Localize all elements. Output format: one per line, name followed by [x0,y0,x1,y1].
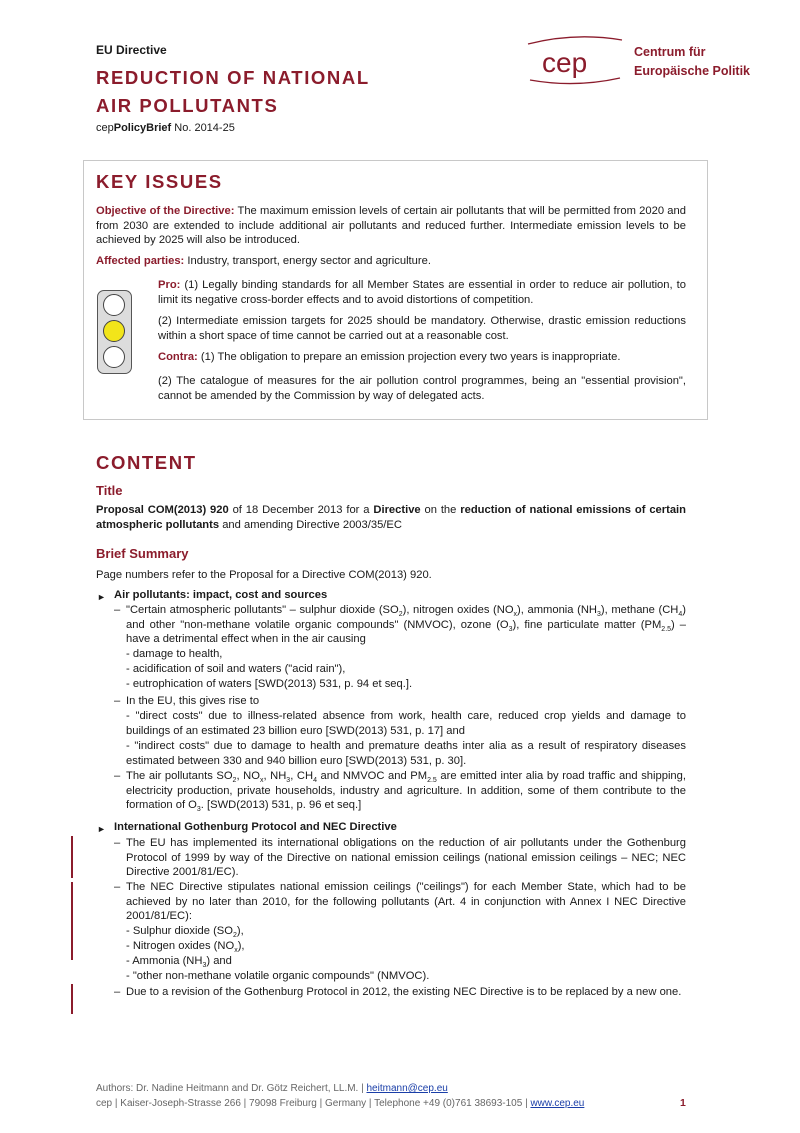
sub-2: 2 [232,932,237,940]
s1-d1-a: "Certain atmospheric pollutants" – sulphur dioxide (SO [126,604,399,616]
s2-item-3 [126,954,232,969]
document-type: EU Directive [96,43,167,57]
sub-2-5: 2.5 [661,625,672,633]
bullet-arrow-icon: ► [97,824,106,834]
s1-d3-a: The air pollutants SO [126,770,233,782]
s1-d3-c: , NH [263,770,287,782]
s2-dash-2: The NEC Directive stipulates national emission ceilings ("ceilings") for each Member State, which had to be achieved by no later than 2010, for the following pollutants (Art. 4 in conjunction with Annex I NEC Directive 2001/81/EC): [126,881,686,922]
s1-item-1: - damage to health, [126,648,223,660]
dash-marker: – [114,695,121,707]
s1-item-2: - acidification of soil and waters ("acid rain"), [126,663,346,675]
authors-text: Authors: Dr. Nadine Heitmann and Dr. Götz Reichert, LL.M. | [96,1083,367,1094]
s2-i3-b: ) and [206,955,232,967]
cep-logo-mark-icon [520,30,630,90]
brief-prefix: cep [96,122,114,134]
title-part-6: and amending Directive 2003/35/EC [219,518,402,531]
change-marker-bar [71,984,73,1014]
title-part-2: of 18 December 2013 for a [228,504,374,516]
dash-marker: – [114,837,121,849]
s1-item-5: - "indirect costs" due to damage to health and premature deaths inter alia as a result of respiratory diseases estimated between 330 and 940 billion euro [SWD(2013) 531, p. 30]. [126,740,686,767]
s1-dash-3 [126,769,686,813]
dash-marker: – [114,770,121,782]
section-2-heading: International Gothenburg Protocol and NEC Directive [114,821,397,833]
pro-paragraph-1 [158,278,686,307]
sub-3: 3 [596,611,601,619]
traffic-light-icon [97,290,132,374]
affected-paragraph [96,254,686,269]
pro-paragraph-2: (2) Intermediate emission targets for 2025 should be mandatory. Otherwise, drastic emission reductions within a short space of time cannot be carried out at a reasonable cost. [158,315,686,342]
key-issues-heading: KEY ISSUES [96,171,223,192]
sub-4: 4 [678,611,683,619]
s2-i1-b: ), [236,925,244,937]
email-link[interactable]: heitmann@cep.eu [366,1083,448,1094]
summary-note: Page numbers refer to the Proposal for a Directive COM(2013) 920. [96,569,432,581]
sub-x: x [259,777,264,785]
logo-name [634,43,750,81]
dash-marker: – [114,604,121,616]
traffic-light-bottom-lamp [103,346,125,368]
sub-2-5: 2.5 [427,777,437,785]
change-marker-bar [71,882,73,960]
brief-bold: PolicyBrief [113,122,172,134]
s2-i2-a: - Nitrogen oxides (NO [126,940,235,952]
objective-text: The maximum emission levels of certain air pollutants that will be permitted from 2020 and from 2030 are extended to include additional air pollutants and reduced further. Intermediate emission levels to be achieved by 2025 will also be introduced. [96,205,686,246]
address-text: cep | Kaiser-Joseph-Strasse 266 | 79098 Freiburg | Germany | Telephone +49 (0)761 38693-105 | [96,1098,531,1109]
change-marker-bar [71,836,73,878]
s1-d1-e: ) and other "non-methane volatile organic compounds" (NMVOC), ozone (O [126,604,686,631]
s2-dash-1: The EU has implemented its international obligations on the reduction of air pollutants under the Gothenburg Protocol of 1999 by way of the Directive on national emission ceilings (national emission ceilings – NEC; NEC Directive 2001/81/EC). [126,837,686,878]
s1-d3-g: . [SWD(2013) 531, p. 96 et seq.] [200,799,362,811]
traffic-light-middle-lamp [103,320,125,342]
s1-d1-c: ), ammonia (NH [517,604,597,616]
sub-3: 3 [508,625,513,633]
title-line-2: AIR POLLUTANTS [96,95,279,116]
s1-d1-d: ), methane (CH [600,604,679,616]
sub-3: 3 [196,806,201,814]
dash-marker: – [114,986,121,998]
s2-i1-a: - Sulphur dioxide (SO [126,925,233,937]
policy-brief-number [96,122,235,134]
contra-paragraph-2: (2) The catalogue of measures for the air pollution control programmes, being an "essential provision", cannot be amended by the Commission by way of delegated acts. [158,375,686,402]
sub-x: x [234,947,238,955]
s1-d3-f: are emitted inter alia by road traffic and shipping, electricity production, private households, industry and agriculture. In addition, some of them contribute to the formation of O [126,770,686,811]
footer-address [96,1098,584,1109]
title-part-1: Proposal COM(2013) 920 [96,504,229,516]
s2-i2-b: ), [237,940,245,952]
sub-2: 2 [398,611,403,619]
s2-item-4: - "other non-methane volatile organic compounds" (NMVOC). [126,970,430,982]
s1-item-4: - "direct costs" due to illness-related absence from work, health care, reduced crop yields and damage to buildings of an estimated 23 billion euro [SWD(2013) 531, p. 17] and [126,710,686,737]
logo-name-line-2: Europäische Politik [634,64,751,78]
s2-dash-3: Due to a revision of the Gothenburg Protocol in 2012, the existing NEC Directive is to be replaced by a new one. [126,986,682,998]
logo-mark-text: cep [542,47,588,78]
objective-label: Objective of the Directive: [96,205,235,217]
s1-item-3: - eutrophication of waters [SWD(2013) 531, p. 94 et seq.]. [126,678,413,690]
affected-label: Affected parties: [96,255,185,267]
document-title [96,64,370,120]
sub-3: 3 [286,777,291,785]
objective-paragraph [96,204,686,248]
s1-d1-b: ), nitrogen oxides (NO [402,604,514,616]
s1-d3-b: , NO [236,770,260,782]
content-heading: CONTENT [96,452,197,473]
sub-3: 3 [202,962,207,970]
sub-x: x [513,611,518,619]
title-paragraph [96,503,686,532]
sub-2: 2 [232,777,237,785]
brief-number: No. 2014-25 [171,122,235,134]
traffic-light-top-lamp [103,294,125,316]
title-part-5: reduction of national emissions of certain atmospheric pollutants [96,504,687,531]
dash-marker: – [114,881,121,893]
s2-item-2 [126,939,245,954]
logo-name-line-1: Centrum für [634,45,706,59]
contra-paragraph-1 [158,350,686,365]
title-part-3: Directive [373,504,421,516]
s1-d3-e: and NMVOC and PM [316,770,428,782]
sub-4: 4 [313,777,317,785]
pro-label: Pro: [158,279,181,291]
contra-label: Contra: [158,351,198,363]
s2-i3-a: - Ammonia (NH [126,955,203,967]
title-part-4: on the [420,504,461,516]
bullet-arrow-icon: ► [97,592,106,602]
section-1-heading: Air pollutants: impact, cost and sources [114,589,328,601]
s1-dash-1 [126,603,686,647]
title-line-1: REDUCTION OF NATIONAL [96,67,370,88]
contra-text-1: (1) The obligation to prepare an emission projection every two years is inappropriate. [197,351,621,363]
affected-text: Industry, transport, energy sector and agriculture. [184,255,431,267]
s1-d1-f: ), fine particulate matter (PM [512,618,662,631]
title-subheading: Title [96,483,123,498]
brief-summary-heading: Brief Summary [96,546,189,561]
footer-authors [96,1083,448,1094]
s1-dash-2: In the EU, this gives rise to [126,695,260,707]
s2-item-1 [126,924,244,939]
s1-d1-g: ) – have a detrimental effect when in the air causing [126,618,686,645]
page-number: 1 [680,1097,686,1109]
pro-text-1: (1) Legally binding standards for all Member States are essential in order to reduce air pollution, to limit its negative cross-border effects and to avoid distortions of competition. [158,279,686,306]
website-link[interactable]: www.cep.eu [530,1098,585,1109]
s1-d3-d: , CH [290,770,314,782]
